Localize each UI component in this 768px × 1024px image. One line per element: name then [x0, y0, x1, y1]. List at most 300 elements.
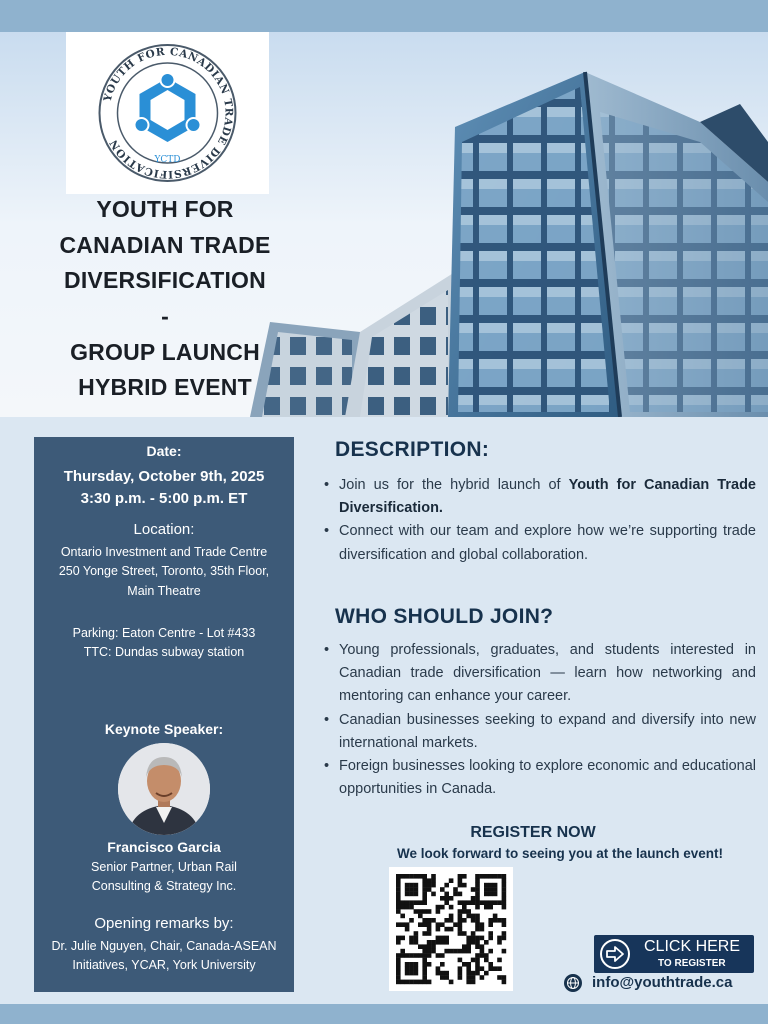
qr-module — [488, 931, 493, 936]
qr-module — [475, 922, 480, 927]
qr-module — [449, 896, 454, 901]
date-label: Date: — [146, 443, 182, 459]
qr-module — [405, 962, 410, 967]
audience-item: • Young professionals, graduates, and students interested in Canadian trade diversification — learn how networking and mentoring can enhance your career. — [324, 639, 756, 709]
qr-module — [427, 944, 432, 949]
qr-module — [449, 927, 454, 932]
qr-module — [480, 949, 485, 954]
qr-module — [480, 922, 485, 927]
description-item: • Connect with our team and explore how we’re supporting trade diversification and global collaboration. — [324, 520, 756, 566]
qr-module — [449, 980, 454, 985]
qr-module — [400, 900, 405, 905]
qr-module — [414, 936, 419, 941]
qr-module — [422, 953, 427, 958]
qr-module — [488, 883, 493, 888]
qr-module — [488, 874, 493, 879]
qr-module — [471, 900, 476, 905]
opening-line: Dr. Julie Nguyen, Chair, Canada-ASEAN — [51, 939, 277, 953]
qr-module — [440, 953, 445, 958]
logo-box — [66, 32, 269, 194]
qr-module — [436, 909, 441, 914]
qr-module — [436, 922, 441, 927]
qr-module — [400, 914, 405, 919]
qr-module — [449, 949, 454, 954]
qr-module — [502, 949, 507, 954]
qr-module — [453, 922, 458, 927]
arrow-right-icon — [599, 938, 631, 970]
register-button-line1: CLICK HERE — [644, 938, 741, 955]
qr-module — [471, 940, 476, 945]
qr-module — [431, 918, 436, 923]
qr-module — [405, 887, 410, 892]
qr-module — [493, 887, 498, 892]
qr-module — [418, 944, 423, 949]
qr-module — [466, 949, 471, 954]
qr-module — [418, 953, 423, 958]
qr-module — [422, 966, 427, 971]
qr-module — [449, 914, 454, 919]
ycdt-logo — [66, 32, 269, 194]
qr-module — [431, 892, 436, 897]
qr-module — [418, 980, 423, 985]
qr-module — [409, 918, 414, 923]
qr-module — [466, 914, 471, 919]
qr-module — [497, 975, 502, 980]
qr-module — [422, 962, 427, 967]
qr-module — [409, 966, 414, 971]
qr-module — [462, 931, 467, 936]
qr-module — [431, 944, 436, 949]
event-info-panel — [34, 437, 294, 992]
qr-module — [427, 883, 432, 888]
qr-module — [440, 936, 445, 941]
qr-module — [405, 980, 410, 985]
qr-module — [488, 905, 493, 910]
qr-module — [488, 966, 493, 971]
qr-module — [396, 975, 401, 980]
description-item-text: Join us for the hybrid launch of — [339, 477, 569, 493]
qr-module — [488, 936, 493, 941]
qr-module — [431, 874, 436, 879]
qr-module — [436, 927, 441, 932]
qr-module — [497, 900, 502, 905]
qr-module — [418, 900, 423, 905]
opening-remarks-value — [34, 937, 294, 976]
qr-module — [471, 914, 476, 919]
qr-module — [418, 914, 423, 919]
description-item — [324, 474, 756, 520]
speaker-name: Francisco Garcia — [107, 839, 221, 855]
location-value — [34, 543, 294, 601]
qr-module — [400, 874, 405, 879]
qr-module — [427, 953, 432, 958]
qr-module — [405, 971, 410, 976]
qr-module — [422, 918, 427, 923]
qr-module — [414, 971, 419, 976]
title-line: GROUP LAUNCH — [70, 338, 260, 365]
qr-module — [396, 936, 401, 941]
contact-email-link[interactable]: info@youthtrade.ca — [592, 974, 733, 991]
qr-module — [502, 896, 507, 901]
qr-module — [409, 883, 414, 888]
qr-module — [466, 909, 471, 914]
qr-module — [405, 892, 410, 897]
qr-module — [458, 966, 463, 971]
qr-module — [488, 900, 493, 905]
qr-module — [462, 949, 467, 954]
qr-module — [497, 940, 502, 945]
qr-module — [396, 958, 401, 963]
date-value — [34, 466, 294, 510]
qr-module — [440, 940, 445, 945]
speaker-title — [34, 858, 294, 897]
qr-module — [405, 966, 410, 971]
qr-module — [431, 883, 436, 888]
qr-module — [488, 922, 493, 927]
qr-module — [466, 936, 471, 941]
qr-module — [422, 922, 427, 927]
qr-module — [444, 927, 449, 932]
who-should-join-heading: WHO SHOULD JOIN? — [335, 605, 554, 628]
qr-module — [436, 936, 441, 941]
qr-module — [502, 892, 507, 897]
qr-module — [396, 953, 401, 958]
qr-module — [396, 971, 401, 976]
qr-module — [444, 896, 449, 901]
qr-module — [409, 892, 414, 897]
qr-module — [458, 878, 463, 883]
qr-module — [471, 936, 476, 941]
qr-module — [409, 874, 414, 879]
speaker-title-line: Senior Partner, Urban Rail — [91, 860, 237, 874]
qr-module — [427, 940, 432, 945]
qr-module — [396, 878, 401, 883]
qr-module — [475, 905, 480, 910]
qr-module — [502, 931, 507, 936]
qr-module — [502, 883, 507, 888]
qr-module — [414, 900, 419, 905]
audience-item: • Canadian businesses seeking to expand and diversify into new international markets. — [324, 709, 756, 755]
qr-module — [436, 966, 441, 971]
qr-module — [409, 887, 414, 892]
qr-module — [493, 918, 498, 923]
speaker-photo — [118, 743, 210, 835]
qr-module — [458, 971, 463, 976]
qr-module — [484, 940, 489, 945]
qr-module — [471, 958, 476, 963]
qr-module — [418, 909, 423, 914]
qr-module — [484, 892, 489, 897]
qr-module — [422, 958, 427, 963]
qr-module — [488, 918, 493, 923]
qr-module — [444, 918, 449, 923]
qr-module — [400, 953, 405, 958]
qr-module — [488, 887, 493, 892]
qr-module — [422, 896, 427, 901]
qr-module — [414, 966, 419, 971]
qr-module — [475, 944, 480, 949]
qr-module — [493, 883, 498, 888]
qr-module — [431, 949, 436, 954]
title-line: HYBRID EVENT — [78, 374, 252, 401]
qr-module — [396, 940, 401, 945]
qr-module — [444, 936, 449, 941]
qr-module — [409, 936, 414, 941]
qr-module — [497, 958, 502, 963]
title-line: CANADIAN TRADE — [59, 231, 271, 258]
qr-module — [462, 944, 467, 949]
qr-module — [440, 896, 445, 901]
qr-module — [475, 878, 480, 883]
qr-module — [466, 944, 471, 949]
qr-module — [440, 905, 445, 910]
qr-module — [453, 892, 458, 897]
qr-module — [449, 878, 454, 883]
qr-module — [444, 975, 449, 980]
qr-module — [427, 909, 432, 914]
qr-module — [422, 874, 427, 879]
qr-module — [400, 949, 405, 954]
qr-module — [418, 874, 423, 879]
register-heading: REGISTER NOW — [470, 824, 596, 841]
qr-module — [471, 887, 476, 892]
qr-module — [484, 971, 489, 976]
register-subtext: We look forward to seeing you at the launch event! — [396, 846, 724, 861]
qr-module — [427, 887, 432, 892]
qr-module — [475, 962, 480, 967]
qr-module — [488, 949, 493, 954]
qr-module — [422, 892, 427, 897]
qr-module — [484, 953, 489, 958]
qr-module — [458, 900, 463, 905]
date-line: Thursday, October 9th, 2025 — [63, 468, 265, 485]
qr-module — [466, 971, 471, 976]
qr-module — [422, 900, 427, 905]
qr-module — [475, 927, 480, 932]
qr-module — [444, 883, 449, 888]
qr-module — [475, 896, 480, 901]
qr-module — [458, 909, 463, 914]
qr-code[interactable] — [389, 867, 513, 991]
qr-module — [466, 962, 471, 967]
qr-module — [502, 905, 507, 910]
qr-module — [422, 909, 427, 914]
qr-module — [405, 874, 410, 879]
qr-module — [449, 918, 454, 923]
qr-module — [502, 922, 507, 927]
qr-module — [466, 940, 471, 945]
qr-module — [475, 918, 480, 923]
qr-module — [471, 971, 476, 976]
qr-module — [484, 900, 489, 905]
qr-module — [422, 931, 427, 936]
qr-module — [396, 883, 401, 888]
qr-module — [396, 962, 401, 967]
qr-module — [414, 892, 419, 897]
qr-module — [444, 940, 449, 945]
qr-module — [480, 900, 485, 905]
qr-module — [502, 900, 507, 905]
top-band — [0, 0, 768, 32]
qr-module — [484, 883, 489, 888]
qr-module — [396, 922, 401, 927]
qr-module — [405, 927, 410, 932]
qr-module — [466, 966, 471, 971]
qr-module — [502, 918, 507, 923]
qr-module — [458, 922, 463, 927]
qr-module — [484, 874, 489, 879]
qr-module — [480, 936, 485, 941]
qr-module — [480, 874, 485, 879]
globe-icon — [564, 974, 582, 992]
qr-module — [497, 874, 502, 879]
qr-module — [458, 958, 463, 963]
qr-module — [414, 962, 419, 967]
title-line: YOUTH FOR — [96, 196, 234, 222]
qr-module — [502, 874, 507, 879]
qr-module — [427, 980, 432, 985]
qr-module — [462, 962, 467, 967]
transit-line: TTC: Dundas subway station — [83, 645, 245, 660]
qr-module — [418, 922, 423, 927]
qr-module — [422, 971, 427, 976]
qr-module — [493, 900, 498, 905]
event-title — [30, 192, 300, 406]
description-heading: DESCRIPTION: — [335, 438, 490, 461]
qr-module — [396, 905, 401, 910]
qr-module — [414, 953, 419, 958]
qr-module — [475, 883, 480, 888]
qr-module — [471, 975, 476, 980]
qr-module — [484, 905, 489, 910]
qr-module — [396, 874, 401, 879]
qr-module — [475, 971, 480, 976]
qr-module — [497, 966, 502, 971]
qr-module — [462, 909, 467, 914]
qr-module — [458, 949, 463, 954]
qr-module — [475, 892, 480, 897]
qr-module — [493, 892, 498, 897]
location-line: 250 Yonge Street, Toronto, 35th Floor, — [58, 564, 270, 579]
qr-module — [427, 918, 432, 923]
qr-module — [466, 980, 471, 985]
qr-module — [458, 892, 463, 897]
register-button[interactable] — [594, 935, 754, 973]
qr-module — [427, 878, 432, 883]
qr-module — [409, 940, 414, 945]
qr-module — [405, 900, 410, 905]
qr-module — [458, 927, 463, 932]
qr-module — [480, 953, 485, 958]
qr-module — [475, 887, 480, 892]
logo-abbr: YCTD — [154, 155, 181, 165]
qr-module — [427, 927, 432, 932]
svg-text:YOUTH FOR CANADIAN TRADE DIVER: YOUTH FOR CANADIAN TRADE DIVERSIFICATION — [101, 45, 235, 181]
hero-banner — [0, 32, 768, 417]
qr-module — [436, 971, 441, 976]
qr-module — [396, 896, 401, 901]
qr-module — [405, 953, 410, 958]
qr-module — [453, 887, 458, 892]
qr-module — [440, 971, 445, 976]
qr-module — [471, 980, 476, 985]
qr-module — [440, 975, 445, 980]
opening-remarks-label: Opening remarks by: — [94, 915, 234, 932]
qr-module — [414, 931, 419, 936]
qr-module — [396, 900, 401, 905]
qr-module — [405, 922, 410, 927]
qr-module — [484, 887, 489, 892]
qr-module — [475, 936, 480, 941]
qr-module — [475, 966, 480, 971]
qr-module — [497, 918, 502, 923]
qr-module — [405, 883, 410, 888]
qr-module — [462, 874, 467, 879]
qr-module — [405, 905, 410, 910]
audience-item: • Foreign businesses looking to explore economic and educational opportunities in Canada. — [324, 755, 756, 801]
qr-module — [458, 931, 463, 936]
qr-module — [475, 874, 480, 879]
qr-module — [414, 874, 419, 879]
qr-module — [493, 966, 498, 971]
qr-module — [458, 874, 463, 879]
qr-module — [422, 980, 427, 985]
qr-module — [480, 944, 485, 949]
qr-module — [475, 953, 480, 958]
parking-line: Parking: Eaton Centre - Lot #433 — [72, 626, 256, 640]
qr-module — [502, 980, 507, 985]
qr-module — [502, 936, 507, 941]
qr-module — [400, 922, 405, 927]
qr-module — [471, 918, 476, 923]
qr-module — [462, 918, 467, 923]
qr-module — [400, 905, 405, 910]
qr-module — [480, 927, 485, 932]
audience-list — [324, 639, 756, 801]
qr-module — [422, 878, 427, 883]
qr-module — [497, 936, 502, 941]
qr-module — [414, 887, 419, 892]
qr-module — [427, 962, 432, 967]
qr-module — [427, 931, 432, 936]
qr-module — [458, 883, 463, 888]
qr-module — [414, 883, 419, 888]
qr-module — [466, 975, 471, 980]
qr-module — [484, 958, 489, 963]
qr-module — [493, 914, 498, 919]
qr-module — [488, 962, 493, 967]
qr-module — [449, 905, 454, 910]
qr-module — [396, 887, 401, 892]
qr-module — [471, 931, 476, 936]
qr-module — [471, 896, 476, 901]
qr-module — [409, 962, 414, 967]
qr-module — [422, 887, 427, 892]
qr-module — [475, 914, 480, 919]
qr-module — [444, 892, 449, 897]
description-item-bold: Youth for Canadian Trade Diversification. — [339, 477, 756, 517]
qr-module — [502, 878, 507, 883]
qr-module — [396, 892, 401, 897]
qr-module — [422, 975, 427, 980]
qr-module — [422, 944, 427, 949]
qr-module — [436, 905, 441, 910]
qr-module — [440, 922, 445, 927]
speaker-title-line: Consulting & Strategy Inc. — [91, 879, 237, 894]
qr-module — [409, 905, 414, 910]
bottom-band — [0, 1004, 768, 1024]
qr-module — [422, 883, 427, 888]
